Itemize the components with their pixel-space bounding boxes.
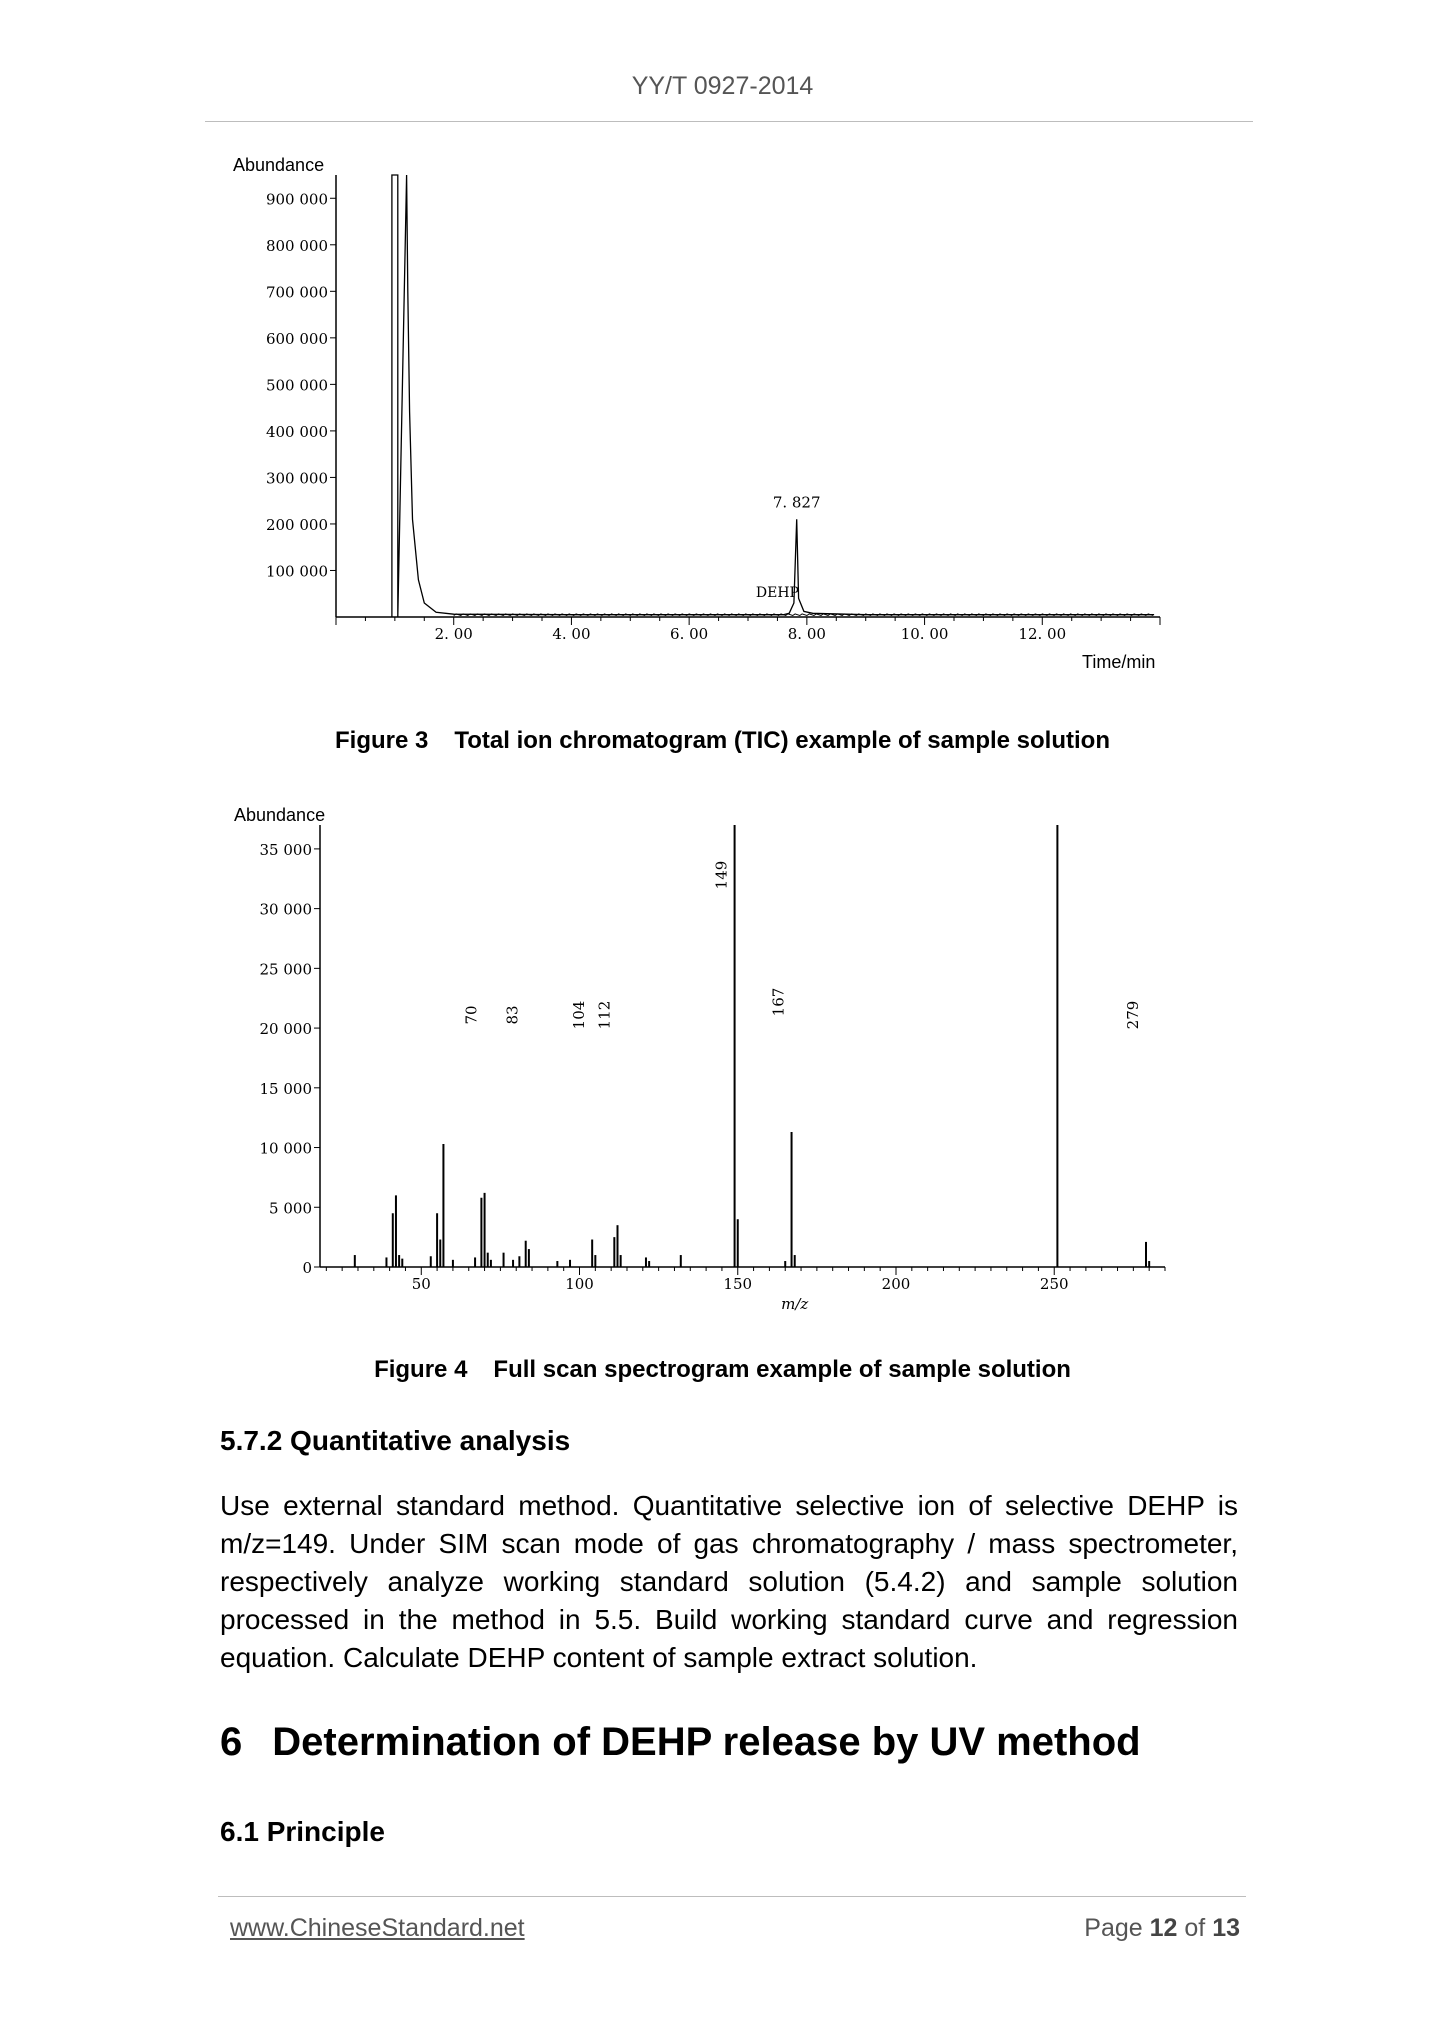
fig3-y-tick-label: 200 000 <box>265 515 328 534</box>
figure3-x-axis-title: Time/min <box>1082 652 1156 672</box>
fig3-x-tick-label: 8. 00 <box>787 625 826 643</box>
fig4-y-tick-label: 15 000 <box>259 1079 312 1098</box>
fig3-tic-trace <box>392 175 1154 617</box>
fig4-x-tick-label: 200 <box>881 1275 911 1293</box>
section-6-heading <box>220 1720 1141 1765</box>
section-6-title: Determination of DEHP release by UV method <box>272 1720 1141 1764</box>
figure3-caption-number: Figure 3 <box>335 727 429 754</box>
fig4-peak-mz-label: 149 <box>712 860 731 890</box>
fig4-y-tick-label: 0 <box>302 1259 312 1277</box>
page-of: of <box>1184 1914 1206 1942</box>
document-standard-code: YY/T 0927-2014 <box>631 72 814 100</box>
fig4-x-tick-label: 250 <box>1039 1275 1069 1293</box>
fig3-x-tick-label: 10. 00 <box>900 625 949 643</box>
header-rule <box>205 121 1253 122</box>
figure4-svg <box>230 805 1190 1315</box>
fig4-x-tick-label: 100 <box>565 1275 594 1293</box>
fig4-peak-mz-label: 167 <box>769 987 788 1017</box>
fig3-y-tick-label: 100 000 <box>265 562 328 581</box>
fig4-y-tick-label: 35 000 <box>259 840 312 859</box>
fig4-y-tick-label: 20 000 <box>259 1020 312 1039</box>
figure3-caption <box>0 727 1445 755</box>
figure4-y-axis-title: Abundance <box>234 805 326 825</box>
page-total: 13 <box>1212 1914 1240 1942</box>
fig4-peak-mz-label: 279 <box>1124 1000 1143 1030</box>
figure3-caption-text: Total ion chromatogram (TIC) example of sample solution <box>454 727 1110 754</box>
figure4-caption-number: Figure 4 <box>374 1356 468 1383</box>
fig4-y-tick-label: 5 000 <box>269 1199 312 1218</box>
footer-rule <box>218 1896 1246 1897</box>
fig4-x-axis-title: m/z <box>781 1295 809 1313</box>
fig3-x-tick-label: 2. 00 <box>434 625 473 643</box>
footer-page-indicator <box>1084 1914 1240 1943</box>
footer-site-link[interactable]: www.ChineseStandard.net <box>230 1914 525 1942</box>
fig3-peak-name-label: DEHP <box>755 585 799 602</box>
fig3-y-tick-label: 300 000 <box>265 469 328 488</box>
figure4-caption-text: Full scan spectrogram example of sample solution <box>493 1356 1071 1383</box>
fig4-peak-mz-label: 83 <box>503 1005 522 1025</box>
figure4-caption <box>0 1356 1445 1384</box>
fig4-y-tick-label: 10 000 <box>259 1139 312 1158</box>
fig3-y-tick-label: 600 000 <box>265 329 328 348</box>
section-6-1-heading: 6.1 Principle <box>220 1816 385 1847</box>
fig4-x-tick-label: 50 <box>411 1275 431 1293</box>
fig3-x-tick-label: 4. 00 <box>552 625 591 643</box>
page-word: Page <box>1084 1914 1143 1942</box>
fig3-y-tick-label: 500 000 <box>265 376 328 395</box>
fig3-peak-rt-label: 7. 827 <box>772 493 821 512</box>
fig3-y-tick-label: 400 000 <box>265 422 328 441</box>
section-6-number: 6 <box>220 1720 243 1764</box>
fig3-y-tick-label: 800 000 <box>265 236 328 255</box>
fig4-x-tick-label: 150 <box>723 1275 753 1293</box>
section-5-7-2-paragraph: Use external standard method. Quantitative selective ion of selective DEHP is m/z=149. Under SIM scan mode of gas chromatography / mass spectrometer, respectively analyze working standard solution (5.4.2) and sample solution processed in the method in 5.5. Build working standard curve and regression equation. Calculate DEHP content of sample extract solution. <box>220 1490 1238 1673</box>
fig3-x-tick-label: 12. 00 <box>1018 625 1067 643</box>
fig4-y-tick-label: 25 000 <box>259 960 312 979</box>
fig4-peak-mz-label: 112 <box>595 1000 614 1030</box>
fig3-y-tick-label: 900 000 <box>265 190 328 209</box>
fig4-y-tick-label: 30 000 <box>259 900 312 919</box>
fig3-y-tick-label: 700 000 <box>265 283 328 302</box>
figure3-svg <box>230 155 1190 685</box>
section-5-7-2-heading: 5.7.2 Quantitative analysis <box>220 1425 571 1456</box>
fig4-peak-mz-label: 70 <box>462 1005 481 1025</box>
figure3-y-axis-title: Abundance <box>233 155 325 175</box>
fig3-x-tick-label: 6. 00 <box>670 625 709 643</box>
fig4-peak-mz-label: 104 <box>570 1000 589 1030</box>
page-current: 12 <box>1149 1914 1178 1942</box>
